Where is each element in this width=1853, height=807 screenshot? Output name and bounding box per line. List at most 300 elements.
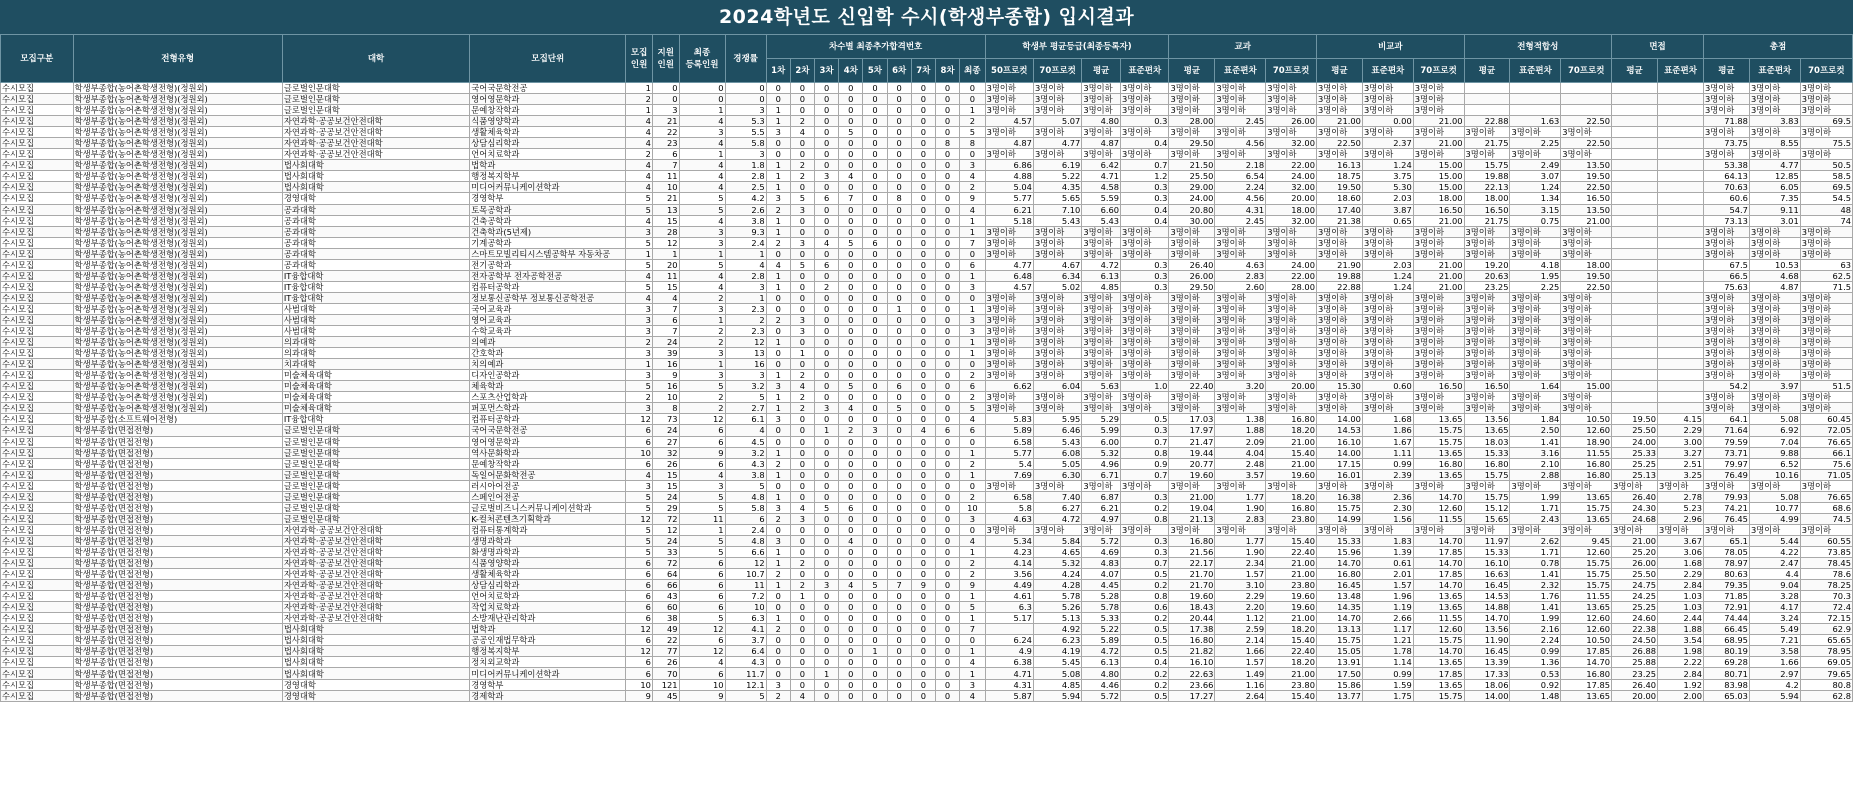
cell-value: 3명이하 [1121, 237, 1169, 248]
cell-value: 4 [626, 270, 653, 281]
cell-value: 0.61 [1362, 558, 1413, 569]
cell-unit: 미디어커뮤니케이션학과 [470, 668, 626, 679]
cell-value: 1 [766, 403, 790, 414]
cell-value: 3명이하 [1749, 237, 1800, 248]
cell-value: 7 [960, 624, 985, 635]
cell-gubun: 수시모집 [1, 160, 74, 171]
cell-value: 14.70 [1316, 558, 1362, 569]
cell-value: 15 [652, 281, 679, 292]
cell-value: 12 [652, 237, 679, 248]
cell-value: 3명이하 [1362, 403, 1413, 414]
cell-value: 71.88 [1704, 116, 1750, 127]
cell-value: 3명이하 [1121, 480, 1169, 491]
cell-value: 60.45 [1800, 414, 1852, 425]
cell-value: 3명이하 [1316, 480, 1362, 491]
cell-value: 5.02 [1033, 281, 1081, 292]
cell-value: 3명이하 [1121, 94, 1169, 105]
cell-value: 19.60 [1169, 591, 1215, 602]
cell-value: 0 [839, 215, 863, 226]
cell-value: 0 [935, 613, 959, 624]
cell-value: 3명이하 [1749, 248, 1800, 259]
cell-value: 0 [935, 171, 959, 182]
cell-value: 5 [815, 502, 839, 513]
cell-unit: 영어교육과 [470, 314, 626, 325]
cell-value: 6.08 [1033, 447, 1081, 458]
cell-value: 22.40 [1266, 546, 1317, 557]
cell-value: 0 [863, 348, 887, 359]
cell-college: 치과대학 [282, 359, 469, 370]
cell-value: 0 [863, 381, 887, 392]
cell-value [1612, 248, 1658, 259]
cell-value: 16.10 [1316, 436, 1362, 447]
cell-value: 26.00 [1169, 270, 1215, 281]
header-subj-col: 표준편차 [1215, 59, 1266, 83]
table-row [1, 602, 1853, 613]
cell-value: 0 [935, 94, 959, 105]
cell-value: 0 [887, 591, 911, 602]
cell-type: 학생부종합(농어촌학생전형)(정원외) [73, 326, 282, 337]
cell-value [1658, 171, 1704, 182]
cell-value: 4.71 [985, 668, 1033, 679]
cell-value: 1.86 [1362, 425, 1413, 436]
cell-value: 3명이하 [1169, 303, 1215, 314]
cell-type: 학생부종합(농어촌학생전형)(정원외) [73, 248, 282, 259]
cell-value: 3.56 [985, 569, 1033, 580]
cell-value: 32.00 [1266, 182, 1317, 193]
cell-value: 6 [626, 613, 653, 624]
table-row [1, 215, 1853, 226]
cell-value: 4.57 [985, 281, 1033, 292]
cell-value: 9.3 [725, 226, 766, 237]
cell-value: 0 [790, 182, 814, 193]
cell-value: 3명이하 [1266, 237, 1317, 248]
cell-value: 0 [911, 381, 935, 392]
cell-value: 1 [960, 303, 985, 314]
cell-unit: 역사문화학과 [470, 447, 626, 458]
cell-value: 0 [935, 270, 959, 281]
cell-value: 0.2 [1121, 679, 1169, 690]
cell-value: 7.2 [725, 591, 766, 602]
cell-value: 4.87 [1082, 138, 1121, 149]
cell-value: 7.40 [1033, 491, 1081, 502]
cell-value: 5.78 [1082, 602, 1121, 613]
cell-value: 3명이하 [985, 348, 1033, 359]
cell-value: 3 [626, 403, 653, 414]
cell-value: 29 [652, 502, 679, 513]
cell-value: 3명이하 [1266, 248, 1317, 259]
cell-value: 5 [679, 502, 725, 513]
cell-type: 학생부종합(농어촌학생전형)(정원외) [73, 381, 282, 392]
cell-value: 3명이하 [1169, 403, 1215, 414]
cell-value: 3명이하 [1169, 337, 1215, 348]
cell-value: 0 [911, 392, 935, 403]
cell-value: 0 [935, 303, 959, 314]
cell-value: 0 [911, 469, 935, 480]
cell-value: 0 [815, 546, 839, 557]
cell-value: 3명이하 [1749, 94, 1800, 105]
cell-value: 6.04 [1033, 381, 1081, 392]
cell-value: 1.03 [1658, 591, 1704, 602]
cell-value: 15.00 [1413, 160, 1464, 171]
cell-value: 3명이하 [1413, 83, 1464, 94]
cell-value: 2.84 [1658, 668, 1704, 679]
cell-value: 15.33 [1316, 535, 1362, 546]
cell-value: 22.88 [1316, 281, 1362, 292]
cell-value: 22 [652, 127, 679, 138]
cell-value: 3명이하 [1510, 248, 1561, 259]
cell-value: 7 [652, 326, 679, 337]
cell-value: 11.55 [1413, 613, 1464, 624]
cell-value [1612, 116, 1658, 127]
cell-value: 5 [863, 580, 887, 591]
cell-value: 2 [679, 292, 725, 303]
cell-value: 3명이하 [1704, 524, 1750, 535]
cell-value: 1.41 [1510, 436, 1561, 447]
cell-value: 4 [839, 171, 863, 182]
cell-value: 6.48 [985, 270, 1033, 281]
cell-value: 12.60 [1561, 425, 1612, 436]
header-college: 대학 [282, 35, 469, 83]
cell-value: 21 [652, 116, 679, 127]
cell-value: 5 [790, 259, 814, 270]
cell-type: 학생부종합(농어촌학생전형)(정원외) [73, 303, 282, 314]
cell-value: 0.3 [1121, 259, 1169, 270]
cell-value: 0 [839, 94, 863, 105]
cell-college: 공과대학 [282, 259, 469, 270]
cell-gubun: 수시모집 [1, 204, 74, 215]
cell-value: 0 [815, 337, 839, 348]
cell-value: 4.68 [1749, 270, 1800, 281]
cell-value: 0 [839, 392, 863, 403]
cell-value: 14.00 [1464, 690, 1510, 701]
cell-value: 3명이하 [1561, 370, 1612, 381]
cell-value: 5.72 [1082, 535, 1121, 546]
cell-value: 0 [863, 679, 887, 690]
cell-value: 3 [960, 326, 985, 337]
cell-value: 15.75 [1316, 635, 1362, 646]
cell-unit: 행정복지학부 [470, 171, 626, 182]
cell-value: 0 [935, 292, 959, 303]
cell-value: 54.2 [1704, 381, 1750, 392]
cell-value: 3명이하 [1704, 480, 1750, 491]
cell-unit: 상담심리학과 [470, 138, 626, 149]
cell-college: 경영대학 [282, 679, 469, 690]
cell-value: 0 [815, 359, 839, 370]
cell-value: 0 [839, 259, 863, 270]
cell-value: 3명이하 [1082, 480, 1121, 491]
cell-value: 3명이하 [985, 303, 1033, 314]
cell-value: 43 [652, 591, 679, 602]
cell-value: 4.35 [1033, 182, 1081, 193]
cell-value: 0 [815, 613, 839, 624]
cell-value: 15.05 [1316, 646, 1362, 657]
cell-gubun: 수시모집 [1, 326, 74, 337]
cell-value: 3명이하 [1413, 94, 1464, 105]
cell-value: 3명이하 [985, 105, 1033, 116]
cell-value: 4 [626, 138, 653, 149]
cell-value: 5.89 [985, 425, 1033, 436]
table-row [1, 613, 1853, 624]
cell-value: 5 [790, 193, 814, 204]
cell-value: 26 [652, 458, 679, 469]
cell-college: 법사회대학 [282, 182, 469, 193]
cell-value: 5.8 [985, 502, 1033, 513]
cell-college: IT융합대학 [282, 292, 469, 303]
cell-value: 3명이하 [1316, 337, 1362, 348]
cell-value: 3명이하 [1800, 226, 1852, 237]
cell-value: 15.65 [1464, 513, 1510, 524]
cell-value: 39 [652, 348, 679, 359]
cell-value: 0 [790, 292, 814, 303]
cell-gubun: 수시모집 [1, 270, 74, 281]
header-unit: 모집단위 [470, 35, 626, 83]
cell-value: 3명이하 [1464, 348, 1510, 359]
cell-value: 1 [766, 491, 790, 502]
cell-value: 3명이하 [1561, 359, 1612, 370]
cell-value: 6.38 [985, 657, 1033, 668]
cell-value: 23 [652, 138, 679, 149]
cell-value [1658, 270, 1704, 281]
cell-value: 0 [839, 558, 863, 569]
cell-value: 3명이하 [1749, 303, 1800, 314]
cell-value: 16.50 [1413, 381, 1464, 392]
cell-value: 0.60 [1362, 381, 1413, 392]
cell-type: 학생부종합(농어촌학생전형)(정원외) [73, 359, 282, 370]
cell-value: 0 [839, 337, 863, 348]
cell-value: 21.00 [1413, 215, 1464, 226]
cell-unit: 화생명과학과 [470, 546, 626, 557]
header-round: 5차 [863, 59, 887, 83]
cell-value [1658, 348, 1704, 359]
cell-value: 3명이하 [1561, 149, 1612, 160]
cell-value: 71.5 [1800, 281, 1852, 292]
cell-value: 5.43 [1033, 215, 1081, 226]
cell-value: 3명이하 [1510, 370, 1561, 381]
cell-value: 3 [766, 679, 790, 690]
cell-value: 0 [863, 193, 887, 204]
cell-value: 0 [935, 502, 959, 513]
cell-value: 0 [935, 337, 959, 348]
cell-value: 4.31 [1215, 204, 1266, 215]
cell-value: 74.21 [1704, 502, 1750, 513]
cell-value: 2 [790, 370, 814, 381]
cell-value: 3명이하 [1033, 326, 1081, 337]
cell-value: 1.59 [1362, 679, 1413, 690]
cell-value: 3.20 [1215, 381, 1266, 392]
cell-value: 25.50 [1169, 171, 1215, 182]
cell-value: 5 [960, 602, 985, 613]
cell-value: 0 [935, 414, 959, 425]
cell-value: 3명이하 [1082, 370, 1121, 381]
cell-value: 0 [839, 314, 863, 325]
cell-value: 0 [863, 359, 887, 370]
header-grade-col: 50프로컷 [985, 59, 1033, 83]
cell-value: 32.00 [1266, 215, 1317, 226]
cell-value: 4 [839, 535, 863, 546]
cell-value: 6.23 [1033, 635, 1081, 646]
cell-value: 6.86 [985, 160, 1033, 171]
table-row [1, 436, 1853, 447]
cell-value: 3명이하 [1169, 83, 1215, 94]
cell-value: 5.72 [1082, 690, 1121, 701]
cell-value: 1.34 [1510, 193, 1561, 204]
cell-college: 자연과학·공공보건안전대학 [282, 138, 469, 149]
cell-value: 6 [626, 558, 653, 569]
cell-value: 0 [790, 624, 814, 635]
cell-value: 22 [652, 635, 679, 646]
cell-value: 0 [935, 668, 959, 679]
cell-value: 1 [766, 171, 790, 182]
cell-value: 0 [815, 624, 839, 635]
cell-type: 학생부종합(농어촌학생전형)(정원외) [73, 337, 282, 348]
cell-value: 0 [935, 458, 959, 469]
cell-value: 0 [815, 160, 839, 171]
cell-value: 0 [839, 469, 863, 480]
cell-gubun: 수시모집 [1, 679, 74, 690]
cell-value [1612, 160, 1658, 171]
cell-value: 3명이하 [1464, 403, 1510, 414]
cell-value: 19.60 [1169, 469, 1215, 480]
cell-college: 공과대학 [282, 248, 469, 259]
cell-unit: 법학과 [470, 160, 626, 171]
cell-value: 73 [652, 414, 679, 425]
cell-value: 13.39 [1464, 657, 1510, 668]
cell-value: 3명이하 [1800, 392, 1852, 403]
cell-gubun: 수시모집 [1, 193, 74, 204]
cell-value: 5.26 [1033, 602, 1081, 613]
cell-college: IT융합대학 [282, 414, 469, 425]
cell-value: 70.3 [1800, 591, 1852, 602]
cell-value: 0 [839, 480, 863, 491]
cell-value: 3명이하 [1215, 314, 1266, 325]
cell-value: 0.99 [1362, 458, 1413, 469]
cell-value: 2.60 [1215, 281, 1266, 292]
cell-value: 0 [815, 602, 839, 613]
cell-value: 1 [960, 613, 985, 624]
cell-value: 1.99 [1510, 613, 1561, 624]
cell-value: 3명이하 [1169, 105, 1215, 116]
cell-value: 29.50 [1169, 138, 1215, 149]
cell-value: 2.96 [1658, 513, 1704, 524]
cell-value: 0 [887, 602, 911, 613]
cell-value: 3명이하 [1316, 524, 1362, 535]
cell-unit: 전기공학과 [470, 259, 626, 270]
cell-value: 0 [863, 281, 887, 292]
cell-value [1658, 248, 1704, 259]
cell-value: 21.82 [1169, 646, 1215, 657]
cell-unit: 디자인공학과 [470, 370, 626, 381]
cell-value: 2 [960, 491, 985, 502]
cell-type: 학생부종합(농어촌학생전형)(정원외) [73, 94, 282, 105]
cell-value: 0 [863, 314, 887, 325]
cell-value: 14.70 [1561, 657, 1612, 668]
cell-value: 2 [839, 425, 863, 436]
table-row [1, 392, 1853, 403]
cell-value: 17.15 [1316, 458, 1362, 469]
cell-value: 3 [790, 314, 814, 325]
cell-gubun: 수시모집 [1, 381, 74, 392]
cell-value: 0 [887, 281, 911, 292]
cell-value: 3명이하 [1121, 303, 1169, 314]
cell-value: 22.50 [1561, 138, 1612, 149]
cell-value: 3명이하 [1266, 524, 1317, 535]
cell-value: 0 [766, 602, 790, 613]
cell-value: 3명이하 [1266, 226, 1317, 237]
header-subj-col: 70프로컷 [1266, 59, 1317, 83]
cell-value: 19.50 [1561, 270, 1612, 281]
cell-value: 0 [911, 403, 935, 414]
cell-type: 학생부종합(면접전형) [73, 580, 282, 591]
cell-value [1658, 314, 1704, 325]
cell-value: 16.10 [1464, 558, 1510, 569]
cell-value: 0 [935, 326, 959, 337]
cell-type: 학생부종합(면접전형) [73, 602, 282, 613]
cell-value: 79.59 [1704, 436, 1750, 447]
cell-value: 12 [626, 646, 653, 657]
cell-value: 3명이하 [1749, 392, 1800, 403]
cell-value [1658, 105, 1704, 116]
cell-value: 29.50 [1169, 281, 1215, 292]
cell-value: 0 [766, 303, 790, 314]
cell-type: 학생부종합(면접전형) [73, 668, 282, 679]
cell-college: 법사회대학 [282, 657, 469, 668]
cell-value: 9 [652, 370, 679, 381]
cell-value: 5 [887, 403, 911, 414]
cell-value: 0.3 [1121, 193, 1169, 204]
cell-value: 6.05 [1749, 182, 1800, 193]
cell-value: 1.24 [1362, 270, 1413, 281]
cell-value: 0 [839, 226, 863, 237]
cell-value [1612, 83, 1658, 94]
cell-value: 1 [766, 580, 790, 591]
table-row [1, 414, 1853, 425]
cell-college: 자연과학·공공보건안전대학 [282, 546, 469, 557]
cell-value: 29.00 [1169, 182, 1215, 193]
cell-value: 2 [766, 458, 790, 469]
cell-value: 74 [1800, 215, 1852, 226]
cell-value: 3명이하 [1561, 237, 1612, 248]
cell-value: 12 [679, 414, 725, 425]
cell-value: 1 [766, 270, 790, 281]
cell-value: 10 [725, 602, 766, 613]
cell-value: 0.3 [1121, 546, 1169, 557]
cell-value: 0 [839, 326, 863, 337]
cell-value: 74.5 [1800, 513, 1852, 524]
cell-value: 17.85 [1561, 679, 1612, 690]
cell-value: 0 [790, 105, 814, 116]
cell-value: 0 [960, 359, 985, 370]
cell-value: 63 [1800, 259, 1852, 270]
cell-value: 0 [911, 436, 935, 447]
cell-value: 0 [935, 535, 959, 546]
cell-value: 0 [790, 226, 814, 237]
cell-value: 3 [679, 226, 725, 237]
cell-value: 4 [839, 580, 863, 591]
cell-value: 6 [679, 635, 725, 646]
cell-value: 0 [911, 546, 935, 557]
cell-value: 3명이하 [1266, 480, 1317, 491]
cell-value: 6.1 [725, 414, 766, 425]
cell-value: 3.06 [1658, 546, 1704, 557]
cell-value: 15.12 [1464, 502, 1510, 513]
cell-value: 3명이하 [1266, 348, 1317, 359]
cell-value: 0 [887, 392, 911, 403]
cell-value [1612, 326, 1658, 337]
cell-value: 0 [815, 326, 839, 337]
cell-value: 3 [626, 326, 653, 337]
cell-value: 66 [652, 580, 679, 591]
cell-value: 0 [911, 314, 935, 325]
